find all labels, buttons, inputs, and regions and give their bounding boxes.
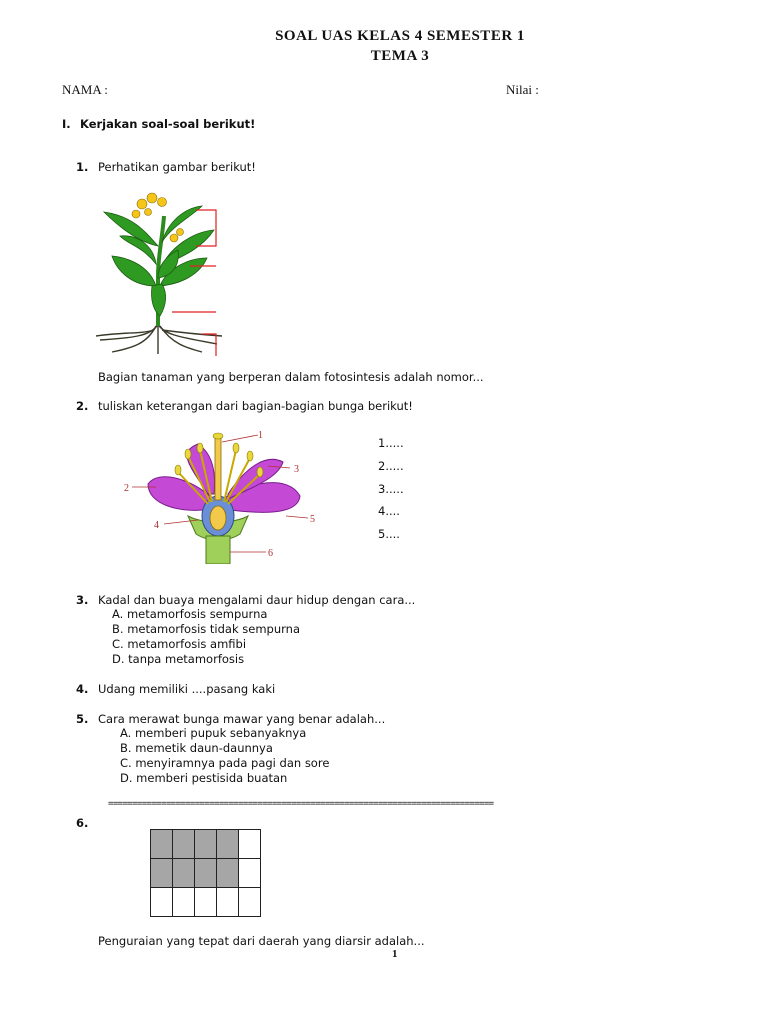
flower-label-6: 6 xyxy=(268,548,273,559)
q5-option-d: D. memberi pestisida buatan xyxy=(120,771,288,785)
grid-cell-shaded xyxy=(173,859,195,888)
grid-cell-shaded xyxy=(195,830,217,859)
grid-cell xyxy=(239,859,261,888)
q2-answer-4: 4.... xyxy=(378,504,400,518)
page-number: 1 xyxy=(392,948,398,960)
flower-label-3: 3 xyxy=(294,464,299,475)
q6-question: Penguraian yang tepat dari daerah yang diarsir adalah... xyxy=(98,934,425,948)
grid-row xyxy=(151,830,261,859)
q1-number: 1. xyxy=(76,160,89,174)
q5-number: 5. xyxy=(76,712,89,726)
grid-row xyxy=(151,859,261,888)
grid-row xyxy=(151,888,261,917)
grid-cell xyxy=(239,888,261,917)
flower-diagram xyxy=(118,424,318,564)
grid-cell xyxy=(173,888,195,917)
q3-option-b: B. metamorfosis tidak sempurna xyxy=(112,622,301,636)
grid-cell-shaded xyxy=(217,830,239,859)
q3-number: 3. xyxy=(76,593,89,607)
q2-answer-3: 3..... xyxy=(378,482,404,496)
q2-text: tuliskan keterangan dari bagian-bagian bunga berikut! xyxy=(98,399,413,413)
grid-cell xyxy=(151,888,173,917)
theme-title: TEMA 3 xyxy=(370,48,430,64)
q5-text: Cara merawat bunga mawar yang benar adalah... xyxy=(98,712,386,726)
q3-option-d: D. tanpa metamorfosis xyxy=(112,652,245,666)
grid-cell xyxy=(239,830,261,859)
exam-title: SOAL UAS KELAS 4 SEMESTER 1 xyxy=(275,28,525,44)
q2-answer-5: 5.... xyxy=(378,527,400,541)
q1-text: Perhatikan gambar berikut! xyxy=(98,160,256,174)
grid-cell-shaded xyxy=(151,859,173,888)
plant-roots xyxy=(96,324,222,354)
section-instruction: Kerjakan soal-soal berikut! xyxy=(80,117,256,131)
q3-text: Kadal dan buaya mengalami daur hidup dengan cara... xyxy=(98,593,416,607)
name-label: NAMA : xyxy=(62,82,108,97)
flower-label-2: 2 xyxy=(124,483,129,494)
flower-label-1: 1 xyxy=(258,430,263,441)
fraction-grid xyxy=(150,829,261,917)
score-label: Nilai : xyxy=(506,82,539,97)
q5-option-c: C. menyiramnya pada pagi dan sore xyxy=(120,756,330,770)
grid-cell-shaded xyxy=(173,830,195,859)
flower-label-4: 4 xyxy=(154,520,159,531)
q2-number: 2. xyxy=(76,399,89,413)
flower-label-5: 5 xyxy=(310,514,315,525)
q2-answer-2: 2..... xyxy=(378,459,404,473)
grid-cell-shaded xyxy=(151,830,173,859)
section-divider: ================================================================================ xyxy=(108,799,494,809)
q6-number: 6. xyxy=(76,816,89,830)
q4-text: Udang memiliki ....pasang kaki xyxy=(98,682,276,696)
q5-option-b: B. memetik daun-daunnya xyxy=(120,741,273,755)
q3-option-a: A. metamorfosis sempurna xyxy=(112,607,268,621)
q1-question: Bagian tanaman yang berperan dalam fotosintesis adalah nomor... xyxy=(98,370,484,384)
grid-cell-shaded xyxy=(195,859,217,888)
section-number: I. xyxy=(62,117,71,131)
q3-option-c: C. metamorfosis amfibi xyxy=(112,637,247,651)
q5-option-a: A. memberi pupuk sebanyaknya xyxy=(120,726,307,740)
grid-cell xyxy=(217,888,239,917)
grid-cell xyxy=(195,888,217,917)
q2-answer-1: 1..... xyxy=(378,436,404,450)
flower-stalk xyxy=(206,536,230,564)
flower-pistil xyxy=(215,438,221,500)
plant-illustration xyxy=(92,186,227,356)
q4-number: 4. xyxy=(76,682,89,696)
grid-cell-shaded xyxy=(217,859,239,888)
